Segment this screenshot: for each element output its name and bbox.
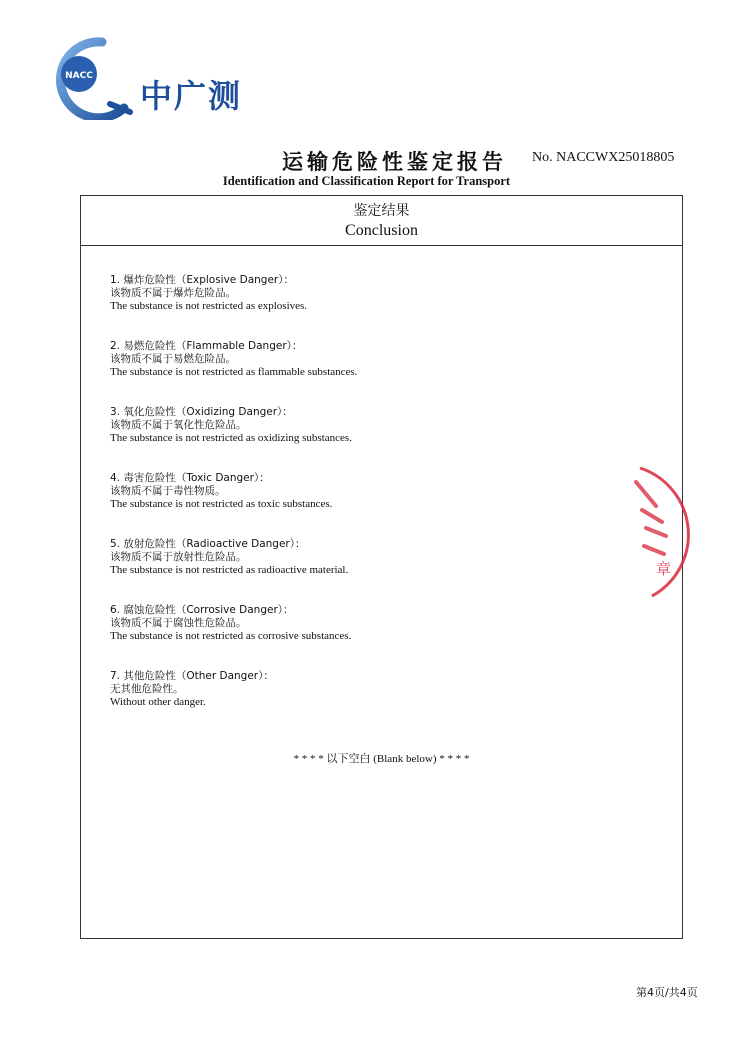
seal-text: 章: [656, 560, 672, 578]
section-title: 7. 其他危险性（Other Danger）：: [110, 670, 274, 682]
title-row: [0, 146, 733, 174]
blank-below-note: * * * * 以下空白 (Blank below) * * * *: [293, 753, 470, 765]
conclusion-box: [80, 195, 683, 939]
section-other: [110, 670, 670, 736]
section-result-cn: 该物质不属于爆炸危险品。: [110, 287, 236, 299]
danger-sections: [110, 274, 670, 736]
logo-badge-text: NACC: [65, 71, 93, 81]
section-result-en: The substance is not restricted as flammable substances.: [110, 366, 358, 378]
section-title: 3. 氧化危险性（Oxidizing Danger）：: [110, 406, 293, 418]
page-number: 第4页/共4页: [636, 986, 698, 999]
section-explosive: [110, 274, 670, 340]
company-logo: [40, 34, 260, 120]
section-corrosive: [110, 604, 670, 670]
report-title-cn: 运输危险性鉴定报告: [282, 149, 507, 174]
section-result-cn: 该物质不属于氧化性危险品。: [110, 419, 247, 431]
report-number: No. NACCWX25018805: [532, 150, 675, 165]
section-result-en: The substance is not restricted as explosives.: [110, 300, 308, 312]
logo-ring-icon: [40, 34, 150, 120]
section-result-en: Without other danger.: [110, 696, 206, 708]
seal-stamp-icon: [610, 462, 700, 602]
section-result-cn: 该物质不属于毒性物质。: [110, 485, 226, 497]
section-result-cn: 无其他危险性。: [110, 683, 184, 695]
section-title: 2. 易燃危险性（Flammable Danger）：: [110, 340, 303, 352]
section-flammable: [110, 340, 670, 406]
official-seal: [610, 462, 700, 602]
section-result-cn: 该物质不属于腐蚀性危险品。: [110, 617, 247, 629]
section-radioactive: [110, 538, 670, 604]
conclusion-heading-cn: 鉴定结果: [353, 203, 410, 219]
report-title-en: Identification and Classification Report for Transport: [222, 174, 511, 188]
section-result-cn: 该物质不属于放射性危险品。: [110, 551, 247, 563]
section-result-en: The substance is not restricted as oxidizing substances.: [110, 432, 352, 444]
conclusion-header: [81, 196, 682, 246]
section-result-cn: 该物质不属于易燃危险品。: [110, 353, 236, 365]
section-result-en: The substance is not restricted as corrosive substances.: [110, 630, 352, 642]
section-title: 4. 毒害危险性（Toxic Danger）：: [110, 472, 270, 484]
section-oxidizing: [110, 406, 670, 472]
section-title: 6. 腐蚀危险性（Corrosive Danger）：: [110, 604, 294, 616]
section-title: 5. 放射危险性（Radioactive Danger）：: [110, 538, 306, 550]
conclusion-heading-en: Conclusion: [345, 222, 418, 239]
section-toxic: [110, 472, 670, 538]
section-title: 1. 爆炸危险性（Explosive Danger）：: [110, 274, 294, 286]
logo-name: 中广测: [140, 77, 243, 115]
section-result-en: The substance is not restricted as toxic substances.: [110, 498, 333, 510]
section-result-en: The substance is not restricted as radioactive material.: [110, 564, 349, 576]
